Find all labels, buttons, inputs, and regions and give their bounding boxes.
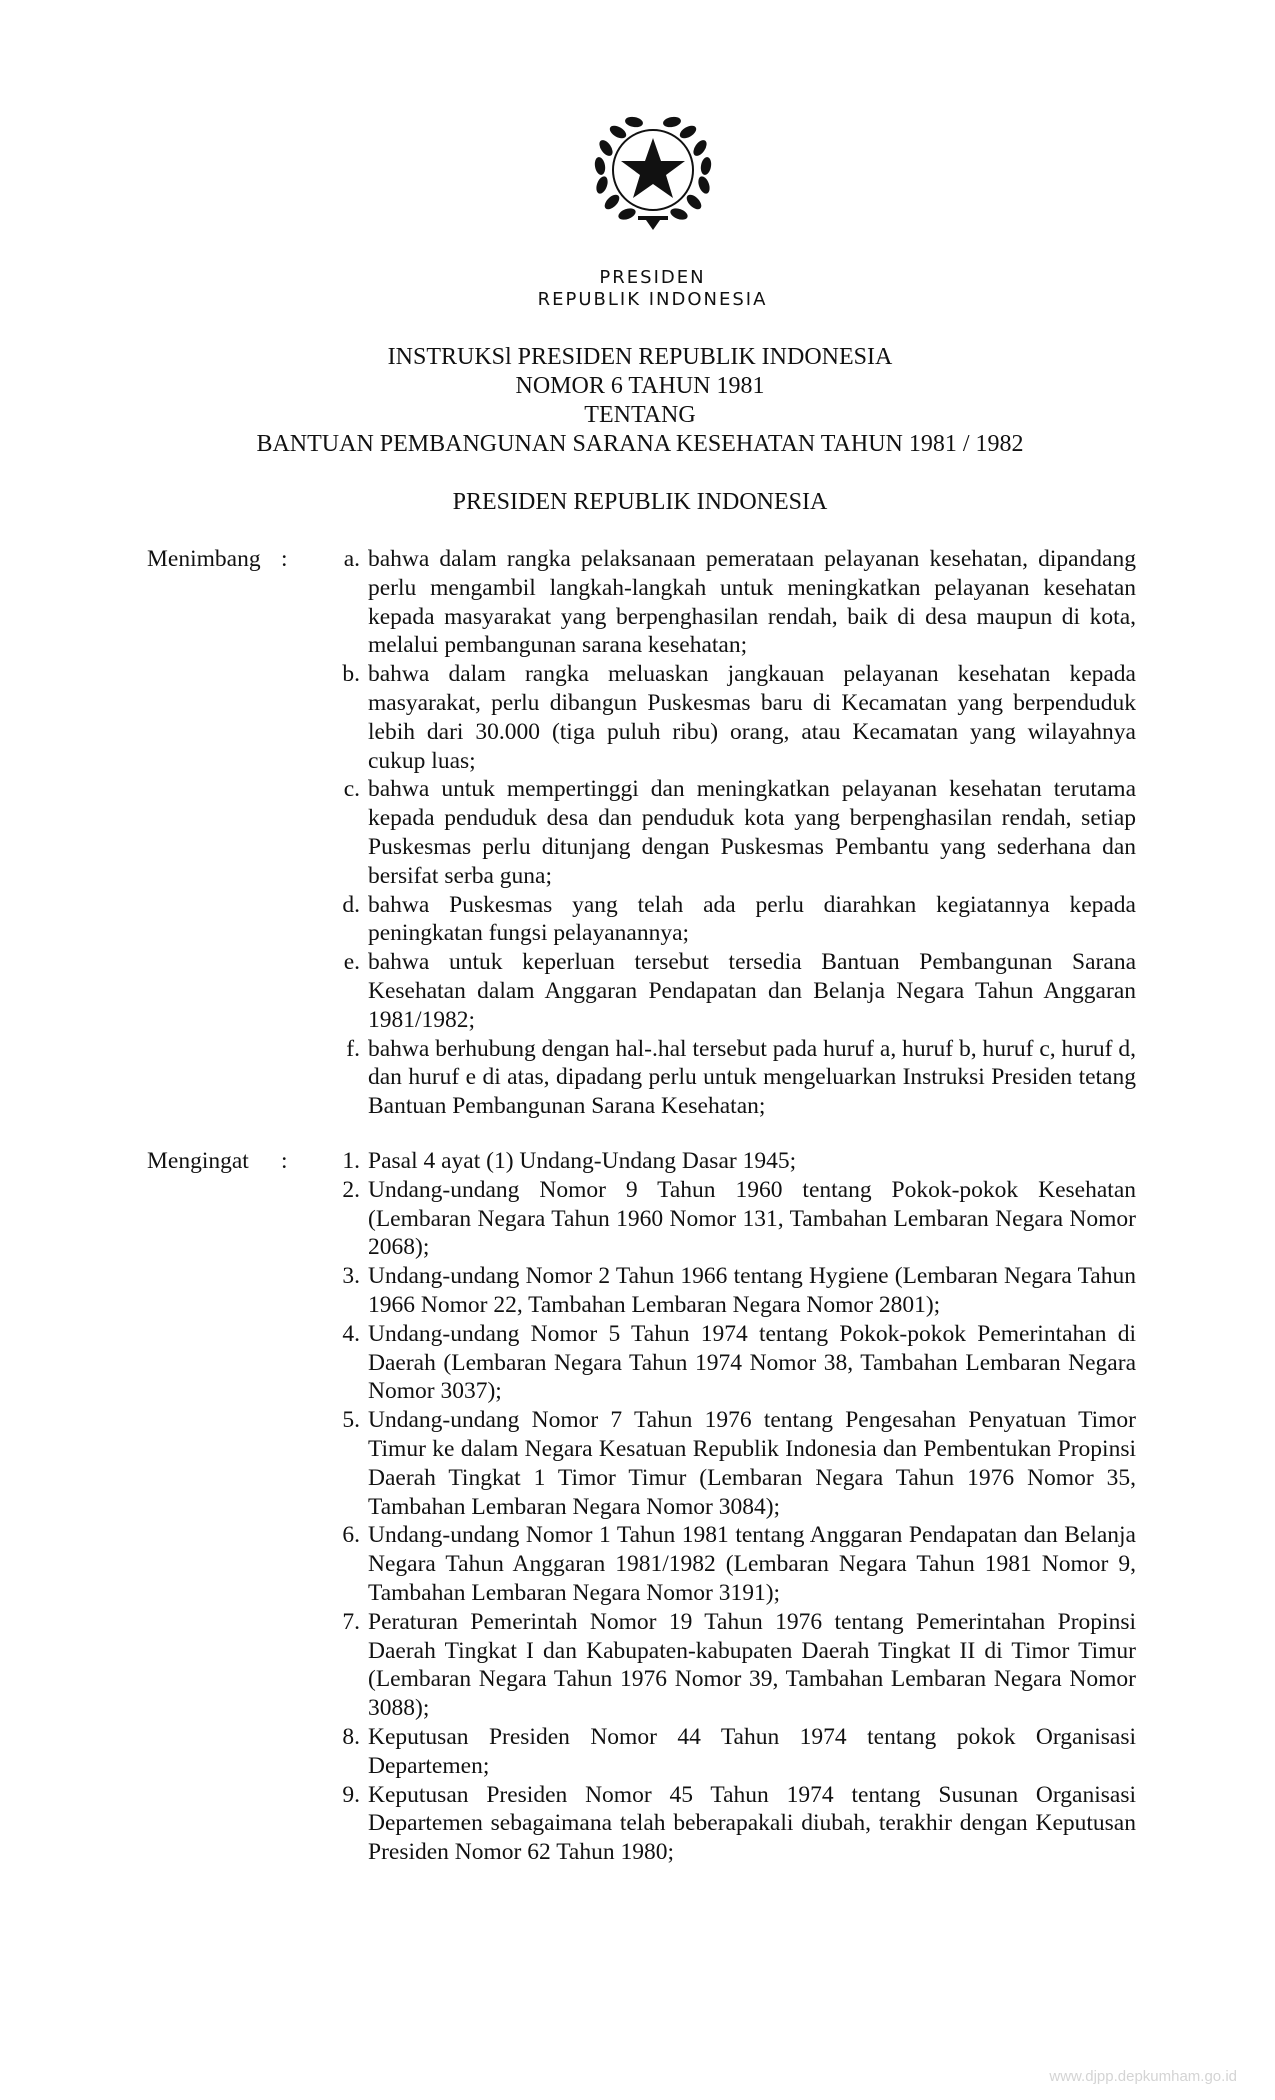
list-item: [343, 775, 1136, 890]
emblem-caption-republik: REPUBLIK INDONESIA: [537, 289, 768, 310]
item-marker: b.: [342, 661, 360, 688]
item-text: bahwa untuk keperluan tersebut tersedia Bantuan Pembangunan Sarana Kesehatan dalam Anggaran Pendapatan dan Belanja Negara Tahun Anggaran 1981/1982;: [368, 949, 1136, 1033]
item-text: Keputusan Presiden Nomor 44 Tahun 1974 tentang pokok Organisasi Departemen;: [368, 1723, 1136, 1779]
item-marker: 3.: [342, 1263, 360, 1290]
item-text: Undang-undang Nomor 7 Tahun 1976 tentang Pengesahan Penyatuan Timor Timur ke dalam Negara Kesatuan Republik Indonesia dan Pembentukan Propinsi Daerah Tingkat 1 Timor Timur (Lembaran Negara Tahun 1976 Nomor 35, Tambahan Lembaran Negara Nomor 3084);: [368, 1407, 1136, 1520]
emblem-icon: [578, 108, 728, 244]
item-marker: f.: [346, 1035, 360, 1062]
item-text: Undang-undang Nomor 1 Tahun 1981 tentang Anggaran Pendapatan dan Belanja Negara Tahun Anggaran 1981/1982 (Lembaran Negara Tahun 1981 Nomor 9, Tambahan Lembaran Negara Nomor 3191);: [368, 1522, 1136, 1606]
menimbang-label: Menimbang: [147, 546, 261, 572]
item-marker: e.: [343, 949, 360, 976]
list-item: [342, 660, 1136, 775]
list-item: [346, 1035, 1136, 1121]
item-text: Undang-undang Nomor 2 Tahun 1966 tentang Hygiene (Lembaran Negara Tahun 1966 Nomor 22, Tambahan Lembaran Negara Nomor 2801);: [368, 1263, 1136, 1318]
mengingat-label: Mengingat: [147, 1148, 249, 1174]
subheading: PRESIDEN REPUBLIK INDONESIA: [452, 489, 828, 515]
item-marker: 2.: [342, 1176, 360, 1203]
item-marker: c.: [343, 776, 360, 803]
document-title: [140, 343, 1140, 459]
menimbang-colon: :: [281, 546, 288, 572]
item-marker: 5.: [342, 1407, 360, 1434]
emblem-caption-presiden: PRESIDEN: [599, 267, 706, 288]
title-line-3: TENTANG: [584, 402, 696, 428]
title-line-2: NOMOR 6 TAHUN 1981: [515, 373, 765, 399]
list-item: [342, 1147, 1136, 1176]
item-marker: a.: [343, 546, 360, 572]
menimbang-section: [0, 545, 1275, 1121]
list-item: [342, 1521, 1136, 1607]
list-item: [342, 1320, 1136, 1406]
list-item: [342, 891, 1136, 949]
item-text: Peraturan Pemerintah Nomor 19 Tahun 1976 tentang Pemerintahan Propinsi Daerah Tingkat I dan Kabupaten-kabupaten Daerah Tingkat II di Timor Timur (Lembaran Negara Tahun 1976 Nomor 39, Tambahan Lembaran Negara Nomor 3088);: [368, 1608, 1136, 1722]
list-item: [342, 1262, 1136, 1320]
list-item: [342, 1781, 1136, 1867]
item-text: bahwa dalam rangka pelaksanaan pemerataan pelayanan kesehatan, dipandang perlu mengambil langkah-langkah untuk meningkatkan pelayanan kesehatan kepada masyarakat yang berpenghasilan rendah, baik di desa maupun di kota, melalui pembangunan sarana kesehatan;: [368, 546, 1136, 659]
item-marker: 6.: [342, 1522, 360, 1549]
list-item: [342, 1406, 1136, 1521]
item-marker: 8.: [342, 1723, 360, 1750]
list-item: [343, 545, 1136, 660]
item-text: Undang-undang Nomor 9 Tahun 1960 tentang Pokok-pokok Kesehatan (Lembaran Negara Tahun 1960 Nomor 131, Tambahan Lembaran Negara Nomor 2068);: [368, 1176, 1136, 1261]
mengingat-section: [0, 1147, 1275, 1867]
watermark: www.djpp.depkumham.go.id: [1049, 2068, 1237, 2085]
list-item: [342, 1176, 1136, 1262]
item-text: bahwa dalam rangka meluaskan jangkauan pelayanan kesehatan kepada masyarakat, perlu dibangun Puskesmas baru di Kecamatan yang berpenduduk lebih dari 30.000 (tiga puluh ribu) orang, atau Kecamatan yang wilayahnya cukup luas;: [368, 661, 1136, 774]
title-line-1: INSTRUKSl PRESIDEN REPUBLIK INDONESIA: [387, 344, 893, 370]
item-marker: 4.: [342, 1320, 360, 1347]
item-text: bahwa Puskesmas yang telah ada perlu diarahkan kegiatannya kepada peningkatan fungsi pelayanannya;: [368, 891, 1136, 947]
item-marker: d.: [342, 891, 360, 918]
item-text: bahwa berhubung dengan hal-.hal tersebut pada huruf a, huruf b, huruf c, huruf d, dan huruf e di atas, dipadang perlu untuk mengeluarkan Instruksi Presiden tetang Bantuan Pembangunan Sarana Kesehatan;: [368, 1035, 1136, 1120]
item-marker: 9.: [342, 1781, 360, 1808]
list-item: [343, 948, 1136, 1034]
title-line-4: BANTUAN PEMBANGUNAN SARANA KESEHATAN TAHUN 1981 / 1982: [256, 431, 1024, 457]
item-text: Undang-undang Nomor 5 Tahun 1974 tentang Pokok-pokok Pemerintahan di Daerah (Lembaran Negara Tahun 1974 Nomor 38, Tambahan Lembaran Negara Nomor 3037);: [368, 1320, 1136, 1405]
item-marker: 7.: [342, 1608, 360, 1635]
item-text: bahwa untuk mempertinggi dan meningkatkan pelayanan kesehatan terutama kepada penduduk desa dan penduduk kota yang berpenghasilan rendah, setiap Puskesmas perlu ditunjang dengan Puskesmas Pembantu yang sederhana dan bersifat serba guna;: [368, 776, 1136, 889]
mengingat-colon: :: [281, 1148, 288, 1174]
list-item: [342, 1608, 1136, 1723]
item-text: Keputusan Presiden Nomor 45 Tahun 1974 tentang Susunan Organisasi Departemen sebagaimana telah beberapakali diubah, terakhir dengan Keputusan Presiden Nomor 62 Tahun 1980;: [368, 1781, 1136, 1866]
item-marker: 1.: [342, 1148, 360, 1174]
item-text: Pasal 4 ayat (1) Undang-Undang Dasar 1945;: [368, 1148, 797, 1174]
list-item: [342, 1723, 1136, 1781]
